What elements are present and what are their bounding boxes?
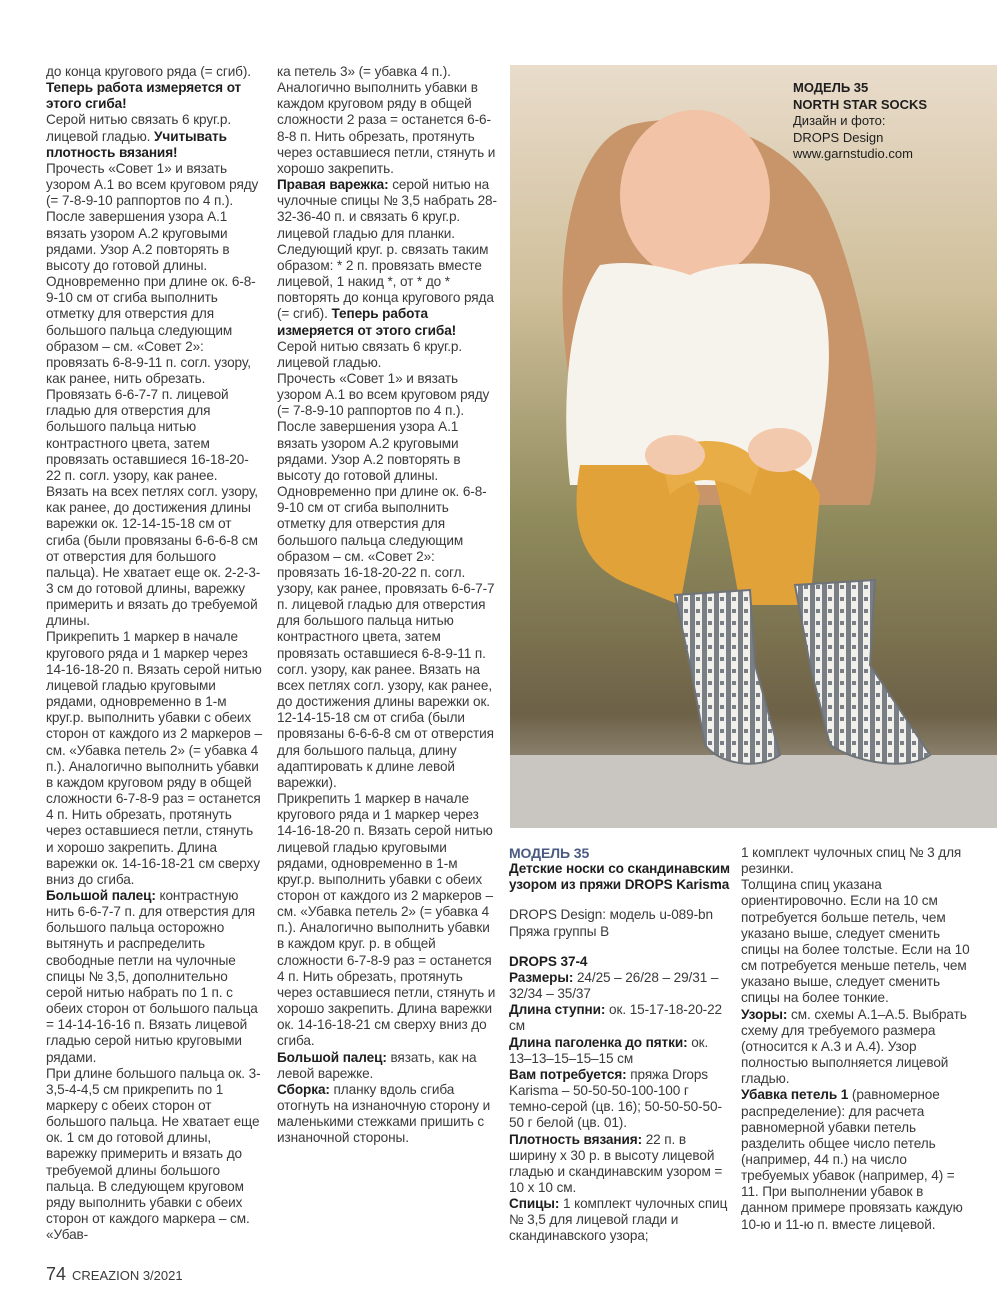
paragraph: Прикрепить 1 маркер в начале кругового ряда и 1 маркер через 14-16-18-20 п. Вязать серой нитью лицевой гладью круговыми рядами, одновременно в 1-м круг.р. выполнить убавки с обеих сторон от каждого из 2 маркеров – см. «Убавка петель 2» (= убавка 4 п.). Аналогично выполнить убавки в каждом круговом ряду в общей сложности 6-7-8-9 раз = останется 4 п. Нить обрезать, протянуть через оставшиеся петли, стянуть и хорошо закрепить. Длина варежки ок. 14-16-18-21 см сверху вниз до сгиба. [46, 629, 262, 887]
caption-credit: Дизайн и фото: [793, 113, 886, 128]
ground-ledge [510, 755, 997, 828]
paragraph: Правая варежка: серой нитью на чулочные спицы № 3,5 набрать 28-32-36-40 п. и связать 6 круг.р. лицевой гладью для планки. [277, 177, 497, 241]
model-code: DROPS 37-4 [509, 953, 588, 969]
text-column-1 [46, 64, 262, 1243]
paragraph: Толщина спиц указана ориентировочно. Если на 10 см потребуется больше петель, чем указано выше, следует сменить спицы на более толстые. Если на 10 см потребуется меньше петель, чем указано выше, следует сменить спицы на более тонкие. [741, 877, 970, 1006]
paragraph: Большой палец: контрастную нить 6-6-7-7 п. для отверстия для большого пальца осторожно вытянуть и распределить свободные петли на чулочные спицы № 3,5, дополнительно серой нитью набрать по 1 п. с обеих сторон от большого пальца = 14-14-16-16 п. Вязать лицевой гладью серой нитью круговыми рядами. [46, 887, 258, 1065]
paragraph: Прикрепить 1 маркер в начале кругового ряда и 1 маркер через 14-16-18-20 п. Вязать серой нитью лицевой гладью круговыми рядами, одновременно в 1-м круг.р. выполнить убавки с обеих сторон от каждого из 2 маркеров – см. «Убавка петель 2» (= убавка 4 п.). Аналогично выполнить убавки в каждом круг. р. в общей сложности 6-7-8-9 раз = останется 4 п. Нить обрезать, протянуть через оставшиеся петли, стянуть и хорошо закрепить. Длина варежки ок. 14-16-18-21 см сверху вниз до сгиба. [277, 791, 496, 1049]
model-label: МОДЕЛЬ 35 [509, 845, 590, 861]
paragraph: Убавка петель 1 (равномерное распределение): для расчета равномерной убавки петель разделить общее число петель (например, 44 п.) на число требуемых убавок (например, 4) = 11. При выполнении убавок в данном примере провязать каждую 10-ю и 11-ю п. вместе лицевой. [741, 1087, 963, 1232]
paragraph: Серой нитью связать 6 круг.р. лицевой гладью. Учитывать плотность вязания! [46, 112, 232, 160]
paragraph: Узоры: см. схемы А.1–А.5. Выбрать схему для требуемого размера (относится к А.3 и А.4). Узор полностью выполняется лицевой гладью. [741, 1006, 967, 1087]
spec-needles: Спицы: 1 комплект чулочных спиц № 3,5 для лицевой глади и скандинавского узора; [509, 1196, 728, 1244]
paragraph: ка петель 3» (= убавка 4 п.). Аналогично выполнить убавки в каждом круговом ряду в общей сложности 2 раза = останется 6-6-8-8 п. Нить обрезать, протянуть через оставшиеся петли, стянуть и хорошо закрепить. [277, 64, 496, 176]
text-column-4 [741, 845, 973, 1233]
spec-leg-length: Длина паголенка до пятки: ок. 13–13–15–15–15 см [509, 1034, 709, 1066]
paragraph: Следующий круг. р. связать таким образом: * 2 п. провязать вместе лицевой, 1 накид *, от * до * повторять до конца кругового ряда (= сгиб). Теперь работа измеряется от этого сгиба! [277, 241, 494, 338]
spec-materials: Вам потребуется: пряжа Drops Karisma – 50-50-50-100-100 г темно-серой (цв. 16); 50-50-50-50-50 г белой (цв. 01). [509, 1066, 722, 1131]
page-number: 74 [46, 1264, 67, 1284]
page-footer [46, 1264, 183, 1285]
spec-foot-length: Длина ступни: ок. 15-17-18-20-22 см [509, 1002, 723, 1034]
magazine-issue: CREAZION 3/2021 [72, 1268, 183, 1283]
paragraph: При длине большого пальца ок. 3-3,5-4-4,5 см прикрепить по 1 маркеру с обеих сторон от большого пальца. Не хватает еще ок. 1 см до готовой длины, варежку примерить и вязать до требуемой длины большого пальца. В следующем круговом ряду выполнить убавки с обеих сторон от каждого маркера – см. «Убав- [46, 1065, 261, 1243]
paragraph: Серой нитью связать 6 круг.р. лицевой гладью. [277, 338, 463, 370]
model-design: DROPS Design: модель u-089-bn [509, 907, 713, 923]
caption-model-name: NORTH STAR SOCKS [793, 96, 928, 112]
model-info-column [509, 845, 734, 1245]
yarn-group: Пряжа группы B [509, 923, 610, 939]
model-photo [510, 65, 997, 828]
paragraph: Сборка: планку вдоль сгиба отогнуть на изнаночную сторону и маленькими стежками пришить с изнаночной стороны. [277, 1081, 491, 1146]
paragraph: Прочесть «Совет 1» и вязать узором А.1 во всем круговом ряду (= 7-8-9-10 раппортов по 4 п.). После завершения узора А.1 вязать узором А.2 круговыми рядами. Узор А.2 повторять в высоту до готовой длины. Одновременно при длине ок. 6-8-9-10 см от сгиба выполнить отметку для отверстия для большого пальца следующим образом – см. «Совет 2»: провязать 16-18-20-22 п. согл. узору, как ранее, провязать 6-6-7-7 п. лицевой гладью для отверстия для большого пальца нитью контрастного цвета, затем провязать оставшиеся 6-8-9-11 п. согл. узору, как ранее. Вязать на всех петлях согл. узору, как ранее, до достижения длины варежки ок. 12-14-15-18 см от сгиба (были провязаны 6-6-6-8 см от отверстия для большого пальца, длину адаптировать к длине левой варежки). [277, 370, 495, 790]
model-title: Детские носки со скандинавским узором из пряжи DROPS Karisma [509, 861, 730, 893]
text-column-2 [277, 64, 497, 1146]
spec-sizes: Размеры: 24/25 – 26/28 – 29/31 – 32/34 – 35/37 [509, 969, 719, 1002]
photo-illustration [510, 65, 997, 828]
paragraph: Большой палец: вязать, как на левой варежке. [277, 1049, 477, 1081]
paragraph: до конца кругового ряда (= сгиб). Теперь работа измеряется от этого сгиба! [46, 64, 251, 112]
hand [645, 435, 705, 475]
caption-model-number: МОДЕЛЬ 35 [793, 80, 869, 95]
hand [748, 428, 812, 472]
photo-caption [793, 80, 927, 163]
paragraph: Прочесть «Совет 1» и вязать узором А.1 во всем круговом ряду (= 7-8-9-10 раппортов по 4 п.). После завершения узора А.1 вязать узором А.2 круговыми рядами. Узор А.2 повторять в высоту до готовой длины. Одновременно при длине ок. 6-8-9-10 см от сгиба выполнить отметку для отверстия для большого пальца следующим образом – см. «Совет 2»: провязать 6-8-9-11 п. согл. узору, как ранее, нить обрезать. Провязать 6-6-7-7 п. лицевой гладью для отверстия для большого пальца нитью контрастного цвета, затем провязать оставшиеся 16-18-20-22 п. согл. узору, как ранее. Вязать на всех петлях согл. узору, как ранее, до достижения длины варежки ок. 12-14-15-18 см от сгиба (были провязаны 6-6-6-8 см от отверстия для большого пальца). Не хватает еще ок. 2-2-3-3 см до готовой длины, варежку примерить и вязать до требуемой длины. [46, 160, 261, 629]
caption-designer: DROPS Design [793, 129, 884, 145]
paragraph: 1 комплект чулочных спиц № 3 для резинки. [741, 845, 962, 877]
face [620, 110, 770, 280]
caption-website: www.garnstudio.com [793, 146, 913, 161]
spec-gauge: Плотность вязания: 22 п. в ширину х 30 р. в высоту лицевой гладью и скандинавским узором = 10 х 10 см. [509, 1131, 723, 1195]
